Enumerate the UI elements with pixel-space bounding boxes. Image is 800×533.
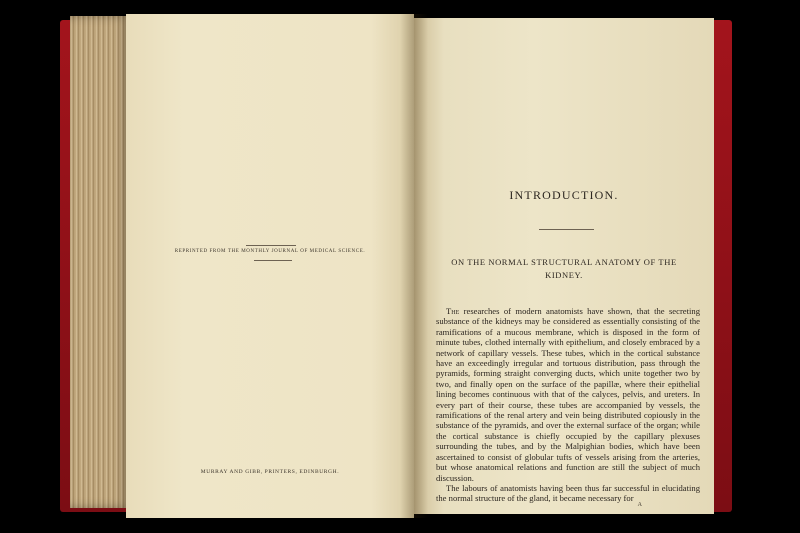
- drop-word: The: [446, 306, 460, 316]
- page-edges: [70, 16, 130, 508]
- section-heading: ON THE NORMAL STRUCTURAL ANATOMY OF THE KIDNEY.: [451, 257, 677, 280]
- signature-mark: A: [637, 502, 642, 508]
- spine-shadow: [400, 14, 428, 518]
- printers-imprint: MURRAY AND GIBB, PRINTERS, EDINBURGH.: [200, 469, 340, 475]
- title-divider: [539, 229, 594, 230]
- chapter-title: INTRODUCTION.: [509, 188, 619, 202]
- divider-lower: [254, 260, 292, 261]
- paragraph-1-text: researches of modern anatomists have shown, that the secreting substance of the kidneys may be considered as essentially consisting of the ramifications of a mucous membrane, which is disposed in the form of minute tubes, clothed internally with epithelium, and closely embraced by a network of capillary vessels. These tubes, which in the cortical substance have an exceedingly irregular and tortuous distribution, pass through the pyramids, forming straight converging ducts, which unite together two by two, and finally open on the surface of the papillæ, where their epithelial lining becomes continuous with that of the calyces, pelvis, and ureters. In every part of their course, these tubes are accompanied by vessels, the ramifications of the renal artery and vein being distributed copiously in the substance of the pyramids, and over the external surface of the organ; while the cortical substance is chiefly occupied by the capillary plexuses surrounding the tubes, and by the Malpighian bodies, which have been ascertained to consist of globular tufts of vessels arising from the arteries, but whose anatomical relations and function are still the subject of much discussion.: [436, 306, 700, 483]
- reprinted-notice: REPRINTED FROM THE MONTHLY JOURNAL OF MEDICAL SCIENCE.: [174, 249, 366, 254]
- body-text: [436, 306, 700, 504]
- paragraph-2: The labours of anatomists having been thus far successful in elucidating the normal structure of the gland, it became necessary for: [436, 482, 700, 504]
- left-page: [126, 14, 414, 518]
- divider-upper: [246, 245, 296, 246]
- paragraph-1: [436, 306, 700, 483]
- right-page: [414, 18, 714, 514]
